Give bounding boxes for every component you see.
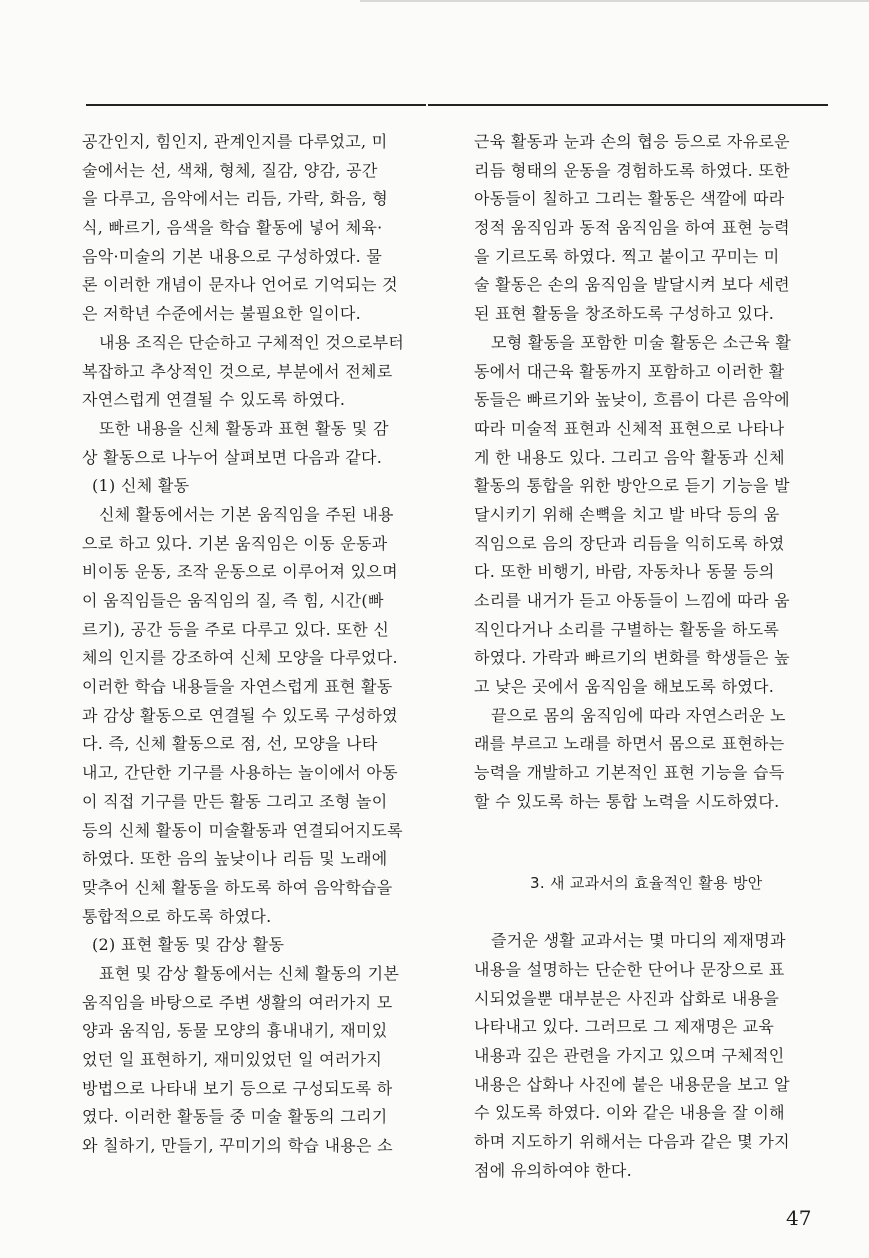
section-gap-above: [474, 817, 826, 869]
text-line: 방법으로 나타내 보기 등으로 구성되도록 하: [82, 1078, 393, 1098]
text-line: 끝으로 몸의 움직임에 따라 자연스러운 노: [491, 705, 786, 725]
text-line: 할 수 있도록 하는 통합 노력을 시도하였다.: [474, 791, 780, 811]
text-line: 정적 움직임과 동적 움직임을 하여 표현 능력: [474, 218, 790, 238]
text-line: 다. 즉, 신체 활동으로 점, 선, 모양을 나타: [82, 734, 378, 754]
section-heading: 3. 새 교과서의 효율적인 활용 방안: [530, 873, 763, 892]
text-line: 된 표현 활동을 창조하도록 구성하고 있다.: [474, 304, 775, 324]
text-line: 술 활동은 손의 움직임을 발달시켜 보다 세련: [474, 275, 790, 295]
text-line: 내용을 설명하는 단순한 단어나 문장으로 표: [474, 959, 785, 979]
text-line: 점에 유의하여야 한다.: [474, 1160, 632, 1180]
text-line: 모형 활동을 포함한 미술 활동은 소근육 활: [491, 332, 792, 352]
text-line: 래를 부르고 노래를 하면서 몸으로 표현하는: [474, 734, 785, 754]
text-line: 하며 지도하기 위해서는 다음과 같은 몇 가지: [474, 1132, 790, 1151]
text-line: 르기), 공간 등을 주로 다루고 있다. 또한 신: [82, 619, 390, 639]
text-line: 내고, 간단한 기구를 사용하는 놀이에서 아동: [82, 763, 398, 783]
text-line: 비이동 운동, 조작 운동으로 이루어져 있으며: [82, 562, 398, 582]
text-line: 달시키기 위해 손뼉을 치고 발 바닥 등의 움: [474, 504, 780, 524]
text-line: 은 저학년 수준에서는 불필요한 일이다.: [82, 304, 362, 324]
text-line: 나타내고 있다. 그러므로 그 제재명은 교육: [474, 1017, 775, 1037]
text-line: 동들은 빠르기와 높낮이, 흐름이 다른 음악에: [474, 390, 790, 410]
text-line: 이 직접 기구를 만든 활동 그리고 조형 놀이: [82, 791, 388, 811]
text-line: 자연스럽게 연결될 수 있도록 하였다.: [82, 390, 346, 410]
section-gap-below: [474, 897, 826, 927]
text-line: 내용은 삽화나 사진에 붙은 내용문을 보고 알: [474, 1074, 790, 1094]
text-line: 으로 하고 있다. 기본 움직임은 이동 운동과: [82, 533, 388, 553]
text-line: 등의 신체 활동이 미술활동과 연결되어지도록: [82, 820, 403, 840]
header-rule-left: [86, 104, 426, 106]
text-line: 따라 미술적 표현과 신체적 표현으로 나타나: [474, 418, 785, 438]
text-line: 하였다. 또한 음의 높낮이나 리듬 및 노래에: [82, 849, 388, 869]
text-line: 술에서는 선, 색채, 형체, 질감, 양감, 공간: [82, 160, 378, 180]
right-column: [474, 128, 826, 1185]
right-column-body-top: [474, 128, 826, 817]
page-number: 47: [786, 1206, 812, 1230]
text-line: 맞추어 신체 활동을 하도록 하여 음악학습을: [82, 877, 393, 897]
text-line: 였다. 이러한 활동들 중 미술 활동의 그리기: [82, 1107, 388, 1127]
text-line: 식, 빠르기, 음색을 학습 활동에 넣어 체육·: [82, 218, 383, 238]
text-line: 활동의 통합을 위한 방안으로 듣기 기능을 발: [474, 476, 790, 496]
text-line: 다. 또한 비행기, 바람, 자동차나 동물 등의: [474, 562, 775, 582]
text-line: 또한 내용을 신체 활동과 표현 활동 및 감: [99, 418, 389, 438]
text-line: 고 낮은 곳에서 움직임을 해보도록 하였다.: [474, 677, 775, 697]
text-line: 을 다루고, 음악에서는 리듬, 가락, 화음, 형: [82, 189, 388, 209]
text-line: 통합적으로 하도록 하였다.: [82, 906, 272, 926]
text-line: 와 칠하기, 만들기, 꾸미기의 학습 내용은 소: [82, 1136, 393, 1156]
text-line: 근육 활동과 눈과 손의 협응 등으로 자유로운: [474, 132, 790, 151]
text-line: 복잡하고 추상적인 것으로, 부분에서 전체로: [82, 361, 393, 381]
left-column: [82, 128, 434, 1161]
text-line: 상 활동으로 나누어 살펴보면 다음과 같다.: [82, 447, 383, 467]
text-line: 리듬 형태의 운동을 경험하도록 하였다. 또한: [474, 160, 790, 180]
text-line: 신체 활동에서는 기본 움직임을 주된 내용: [99, 504, 394, 524]
text-line: 었던 일 표현하기, 재미있었던 일 여러가지: [82, 1050, 383, 1069]
text-line: 움직임을 바탕으로 주변 생활의 여러가지 모: [82, 992, 393, 1012]
text-line: 내용 조직은 단순하고 구체적인 것으로부터: [99, 332, 405, 352]
text-line: 공간인지, 힘인지, 관계인지를 다루었고, 미: [82, 132, 388, 151]
text-line: 양과 움직임, 동물 모양의 흉내내기, 재미있: [82, 1021, 388, 1041]
text-line: 과 감상 활동으로 연결될 수 있도록 구성하였: [82, 705, 398, 725]
top-edge-rule: [360, 0, 869, 2]
header-rule-right: [428, 104, 828, 106]
text-line: 이러한 학습 내용들을 자연스럽게 표현 활동: [82, 677, 393, 697]
text-line: 론 이러한 개념이 문자나 언어로 기억되는 것: [82, 275, 398, 295]
text-line: 시되었을뿐 대부분은 사진과 삽화로 내용을: [474, 988, 780, 1008]
text-line: 을 기르도록 하였다. 찍고 붙이고 꾸미는 미: [474, 246, 780, 266]
text-line: (1) 신체 활동: [92, 476, 190, 496]
text-line: 하였다. 가락과 빠르기의 변화를 학생들은 높: [474, 648, 790, 668]
text-line: 즐거운 생활 교과서는 몇 마디의 제재명과: [491, 931, 786, 951]
text-line: 수 있도록 하였다. 이와 같은 내용을 잘 이해: [474, 1103, 785, 1123]
text-line: 소리를 내거가 듣고 아동들이 느낌에 따라 움: [474, 591, 790, 610]
text-line: 음악·미술의 기본 내용으로 구성하였다. 물: [82, 246, 383, 266]
text-line: (2) 표현 활동 및 감상 활동: [92, 935, 285, 955]
text-line: 내용과 깊은 관련을 가지고 있으며 구체적인: [474, 1045, 785, 1065]
text-line: 게 한 내용도 있다. 그리고 음악 활동과 신체: [474, 447, 785, 467]
text-line: 이 움직임들은 움직임의 질, 즉 힘, 시간(빠: [82, 591, 384, 610]
text-line: 동에서 대근육 활동까지 포함하고 이러한 활: [474, 361, 785, 381]
text-line: 직인다거나 소리를 구별하는 활동을 하도록: [474, 619, 780, 639]
text-line: 표현 및 감상 활동에서는 신체 활동의 기본: [99, 963, 400, 983]
right-column-body-bottom: [474, 927, 826, 1185]
text-line: 아동들이 칠하고 그리는 활동은 색깔에 따라: [474, 189, 785, 209]
text-line: 체의 인지를 강조하여 신체 모양을 다루었다.: [82, 648, 398, 668]
text-line: 직임으로 음의 장단과 리듬을 익히도록 하였: [474, 533, 785, 553]
text-line: 능력을 개발하고 기본적인 표현 기능을 습득: [474, 763, 785, 783]
